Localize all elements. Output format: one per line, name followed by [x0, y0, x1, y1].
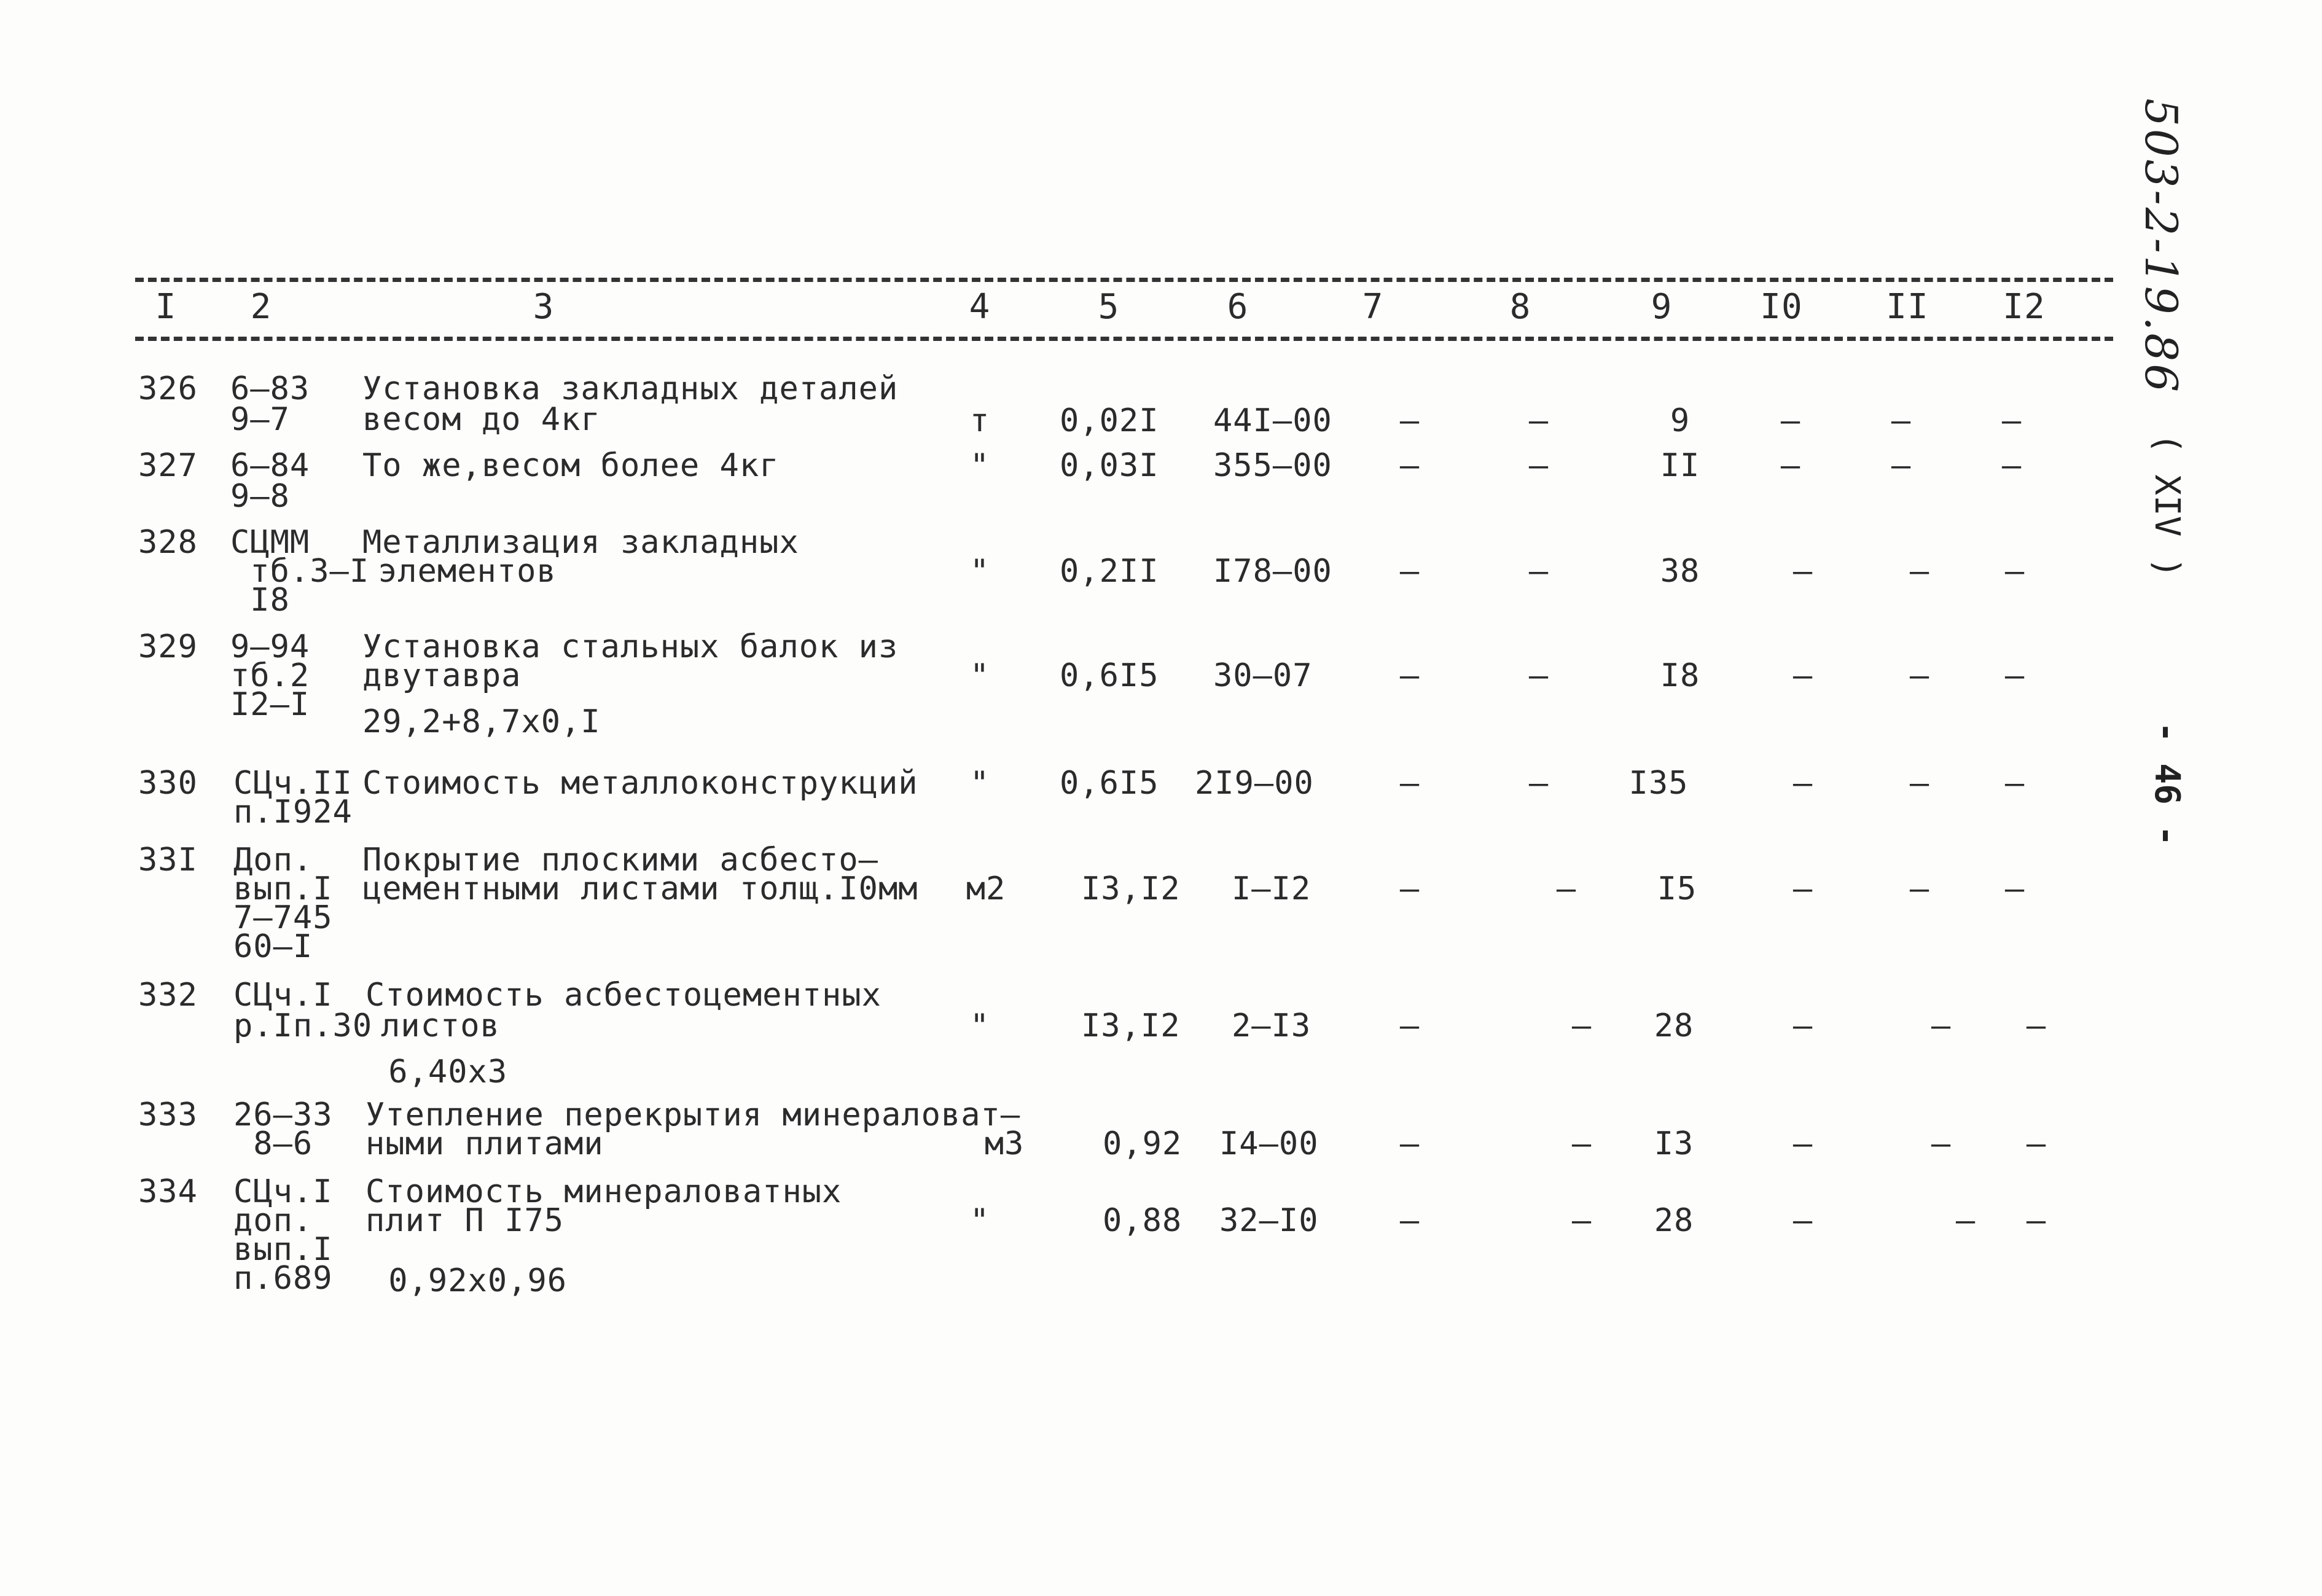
- col8-cell: –: [1528, 447, 1549, 484]
- header-col-9: 9: [1651, 287, 1673, 327]
- col12-cell: –: [2004, 870, 2025, 907]
- unit-price-cell: I–I2: [1232, 870, 1312, 907]
- work-description-line: ными плитами: [366, 1125, 604, 1162]
- col7-cell: –: [1399, 1007, 1420, 1044]
- col7-cell: –: [1399, 657, 1420, 694]
- document-code: 503-2-19.86: [2135, 98, 2187, 395]
- quantity-cell: 0,92: [1103, 1125, 1182, 1162]
- work-description-line: листов: [381, 1007, 500, 1044]
- col7-cell: –: [1399, 765, 1420, 802]
- quantity-cell: I3,I2: [1081, 1007, 1181, 1044]
- work-description-line: плит П I75: [366, 1202, 565, 1239]
- unit-cell: ": [969, 553, 990, 590]
- col9-cell: I5: [1657, 870, 1697, 907]
- quantity-cell: 0,02I: [1060, 402, 1159, 439]
- col12-cell: –: [2004, 553, 2025, 590]
- work-description-line: Установка закладных деталей: [362, 370, 899, 407]
- col8-cell: –: [1528, 553, 1549, 590]
- col7-cell: –: [1399, 870, 1420, 907]
- col10-cell: –: [1780, 402, 1801, 439]
- header-bottom-rule: [135, 337, 2113, 341]
- col8-cell: –: [1556, 870, 1577, 907]
- unit-cell: ": [969, 1202, 990, 1239]
- work-description-line: Покрытие плоскими асбесто–: [362, 842, 878, 878]
- header-col-8: 8: [1509, 287, 1531, 327]
- col11-cell: –: [1931, 1007, 1952, 1044]
- work-description-line: Стоимость минераловатных: [366, 1173, 842, 1210]
- row-number: 332: [138, 977, 198, 1014]
- header-col-5: 5: [1098, 287, 1120, 327]
- norm-code-line: 60–I: [233, 928, 313, 965]
- work-description-line: двутавра: [362, 657, 522, 694]
- col10-cell: –: [1792, 765, 1813, 802]
- unit-price-cell: 32–I0: [1219, 1202, 1319, 1239]
- col11-cell: –: [1955, 1202, 1976, 1239]
- row-number: 327: [138, 447, 198, 484]
- header-col-1: I: [155, 287, 177, 327]
- row-number: 326: [138, 370, 198, 407]
- norm-code-line: р.Iп.30: [233, 1007, 373, 1044]
- col11-cell: –: [1909, 553, 1930, 590]
- norm-code-line: п.689: [233, 1260, 333, 1297]
- row-number: 333: [138, 1097, 198, 1133]
- row-number: 334: [138, 1173, 198, 1210]
- header-col-12: I2: [2003, 287, 2046, 327]
- unit-price-cell: 30–07: [1213, 657, 1313, 694]
- col9-cell: I8: [1660, 657, 1700, 694]
- header-col-4: 4: [969, 287, 991, 327]
- header-col-6: 6: [1227, 287, 1249, 327]
- norm-code-line: 9–94: [230, 628, 310, 665]
- work-description-line: 29,2+8,7х0,I: [362, 703, 601, 740]
- norm-code-line: I8: [230, 582, 290, 619]
- norm-code-line: СЦч.II: [233, 765, 353, 802]
- work-description-line: весом до 4кг: [362, 401, 601, 438]
- header-col-11: II: [1886, 287, 1929, 327]
- norm-code-line: Доп.: [233, 842, 313, 878]
- col8-cell: –: [1528, 402, 1549, 439]
- col10-cell: –: [1792, 1007, 1813, 1044]
- col7-cell: –: [1399, 402, 1420, 439]
- work-description-line: То же,весом более 4кг: [362, 447, 780, 484]
- unit-price-cell: I78–00: [1213, 553, 1332, 590]
- norm-code-line: п.I924: [233, 794, 353, 831]
- norm-code-line: 26–33: [233, 1097, 333, 1133]
- unit-price-cell: 2–I3: [1232, 1007, 1312, 1044]
- col10-cell: –: [1792, 1202, 1813, 1239]
- quantity-cell: 0,03I: [1060, 447, 1159, 484]
- norm-code-line: СЦММ: [230, 524, 310, 561]
- unit-cell: т: [969, 402, 990, 439]
- unit-cell: ": [969, 657, 990, 694]
- col11-cell: –: [1909, 870, 1930, 907]
- row-number: 328: [138, 524, 198, 561]
- norm-code-line: вып.I: [233, 1231, 333, 1268]
- work-description-line: Стоимость асбестоцементных: [366, 977, 882, 1014]
- col9-cell: I35: [1628, 765, 1689, 802]
- col12-cell: –: [2026, 1202, 2047, 1239]
- col8-cell: –: [1571, 1202, 1592, 1239]
- norm-code-line: тб.2: [230, 657, 310, 694]
- page-number: - 46 -: [2147, 722, 2187, 847]
- col7-cell: –: [1399, 1125, 1420, 1162]
- unit-price-cell: I4–00: [1219, 1125, 1319, 1162]
- col10-cell: –: [1792, 1125, 1813, 1162]
- row-number: 330: [138, 765, 198, 802]
- norm-code-line: 9–8: [230, 478, 290, 515]
- col8-cell: –: [1571, 1125, 1592, 1162]
- col9-cell: I3: [1654, 1125, 1694, 1162]
- col9-cell: 38: [1660, 553, 1700, 590]
- unit-cell: м3: [984, 1125, 1025, 1162]
- header-col-10: I0: [1760, 287, 1803, 327]
- work-description-line: Установка стальных балок из: [362, 628, 899, 665]
- col12-cell: –: [2026, 1007, 2047, 1044]
- quantity-cell: 0,88: [1103, 1202, 1182, 1239]
- col11-cell: –: [1931, 1125, 1952, 1162]
- norm-code-line: вып.I: [233, 870, 333, 907]
- quantity-cell: I3,I2: [1081, 870, 1181, 907]
- col7-cell: –: [1399, 1202, 1420, 1239]
- quantity-cell: 0,6I5: [1060, 765, 1159, 802]
- norm-code-line: доп.: [233, 1202, 313, 1239]
- unit-cell: ": [969, 1007, 990, 1044]
- unit-cell: ": [969, 447, 990, 484]
- norm-code-line: 7–745: [233, 899, 333, 936]
- col11-cell: –: [1891, 447, 1912, 484]
- norm-code-line: СЦч.I: [233, 1173, 333, 1210]
- col12-cell: –: [2001, 447, 2022, 484]
- col11-cell: –: [1891, 402, 1912, 439]
- col12-cell: –: [2001, 402, 2022, 439]
- work-description-line: Стоимость металлоконструкций: [362, 765, 918, 802]
- norm-code-line: СЦч.I: [233, 977, 333, 1014]
- col8-cell: –: [1571, 1007, 1592, 1044]
- header-col-2: 2: [250, 287, 272, 327]
- unit-price-cell: 355–00: [1213, 447, 1332, 484]
- unit-price-cell: 2I9–00: [1195, 765, 1314, 802]
- col10-cell: –: [1792, 870, 1813, 907]
- row-number: 33I: [138, 842, 198, 878]
- norm-code-line: 8–6: [233, 1125, 313, 1162]
- col9-cell: 28: [1654, 1202, 1694, 1239]
- col8-cell: –: [1528, 657, 1549, 694]
- col12-cell: –: [2004, 657, 2025, 694]
- col7-cell: –: [1399, 447, 1420, 484]
- work-description-line: цементными листами толщ.I0мм: [362, 870, 918, 907]
- col11-cell: –: [1909, 657, 1930, 694]
- col11-cell: –: [1909, 765, 1930, 802]
- header-top-rule: [135, 278, 2113, 282]
- quantity-cell: 0,2II: [1060, 553, 1159, 590]
- work-description-line: 0,92х0,96: [369, 1262, 568, 1299]
- norm-code-line: тб.3–I: [230, 553, 370, 590]
- norm-code-line: 6–83: [230, 370, 310, 407]
- col10-cell: –: [1792, 657, 1813, 694]
- unit-price-cell: 44I–00: [1213, 402, 1332, 439]
- col10-cell: –: [1792, 553, 1813, 590]
- header-col-3: 3: [533, 287, 555, 327]
- unit-cell: м2: [966, 870, 1006, 907]
- col12-cell: –: [2026, 1125, 2047, 1162]
- unit-cell: ": [969, 765, 990, 802]
- row-number: 329: [138, 628, 198, 665]
- quantity-cell: 0,6I5: [1060, 657, 1159, 694]
- col9-cell: 9: [1670, 402, 1691, 439]
- norm-code-line: I2–I: [230, 686, 310, 723]
- work-description-line: элементов: [378, 553, 557, 590]
- work-description-line: Металлизация закладных: [362, 524, 799, 561]
- col7-cell: –: [1399, 553, 1420, 590]
- work-description-line: Утепление перекрытия минераловат–: [366, 1097, 1021, 1133]
- work-description-line: 6,40х3: [369, 1054, 508, 1090]
- col12-cell: –: [2004, 765, 2025, 802]
- col10-cell: –: [1780, 447, 1801, 484]
- norm-code-line: 9–7: [230, 401, 290, 438]
- header-col-7: 7: [1362, 287, 1384, 327]
- col9-cell: 28: [1654, 1007, 1694, 1044]
- volume-number: ( XIV ): [2147, 433, 2187, 579]
- col9-cell: II: [1660, 447, 1700, 484]
- norm-code-line: 6–84: [230, 447, 310, 484]
- col8-cell: –: [1528, 765, 1549, 802]
